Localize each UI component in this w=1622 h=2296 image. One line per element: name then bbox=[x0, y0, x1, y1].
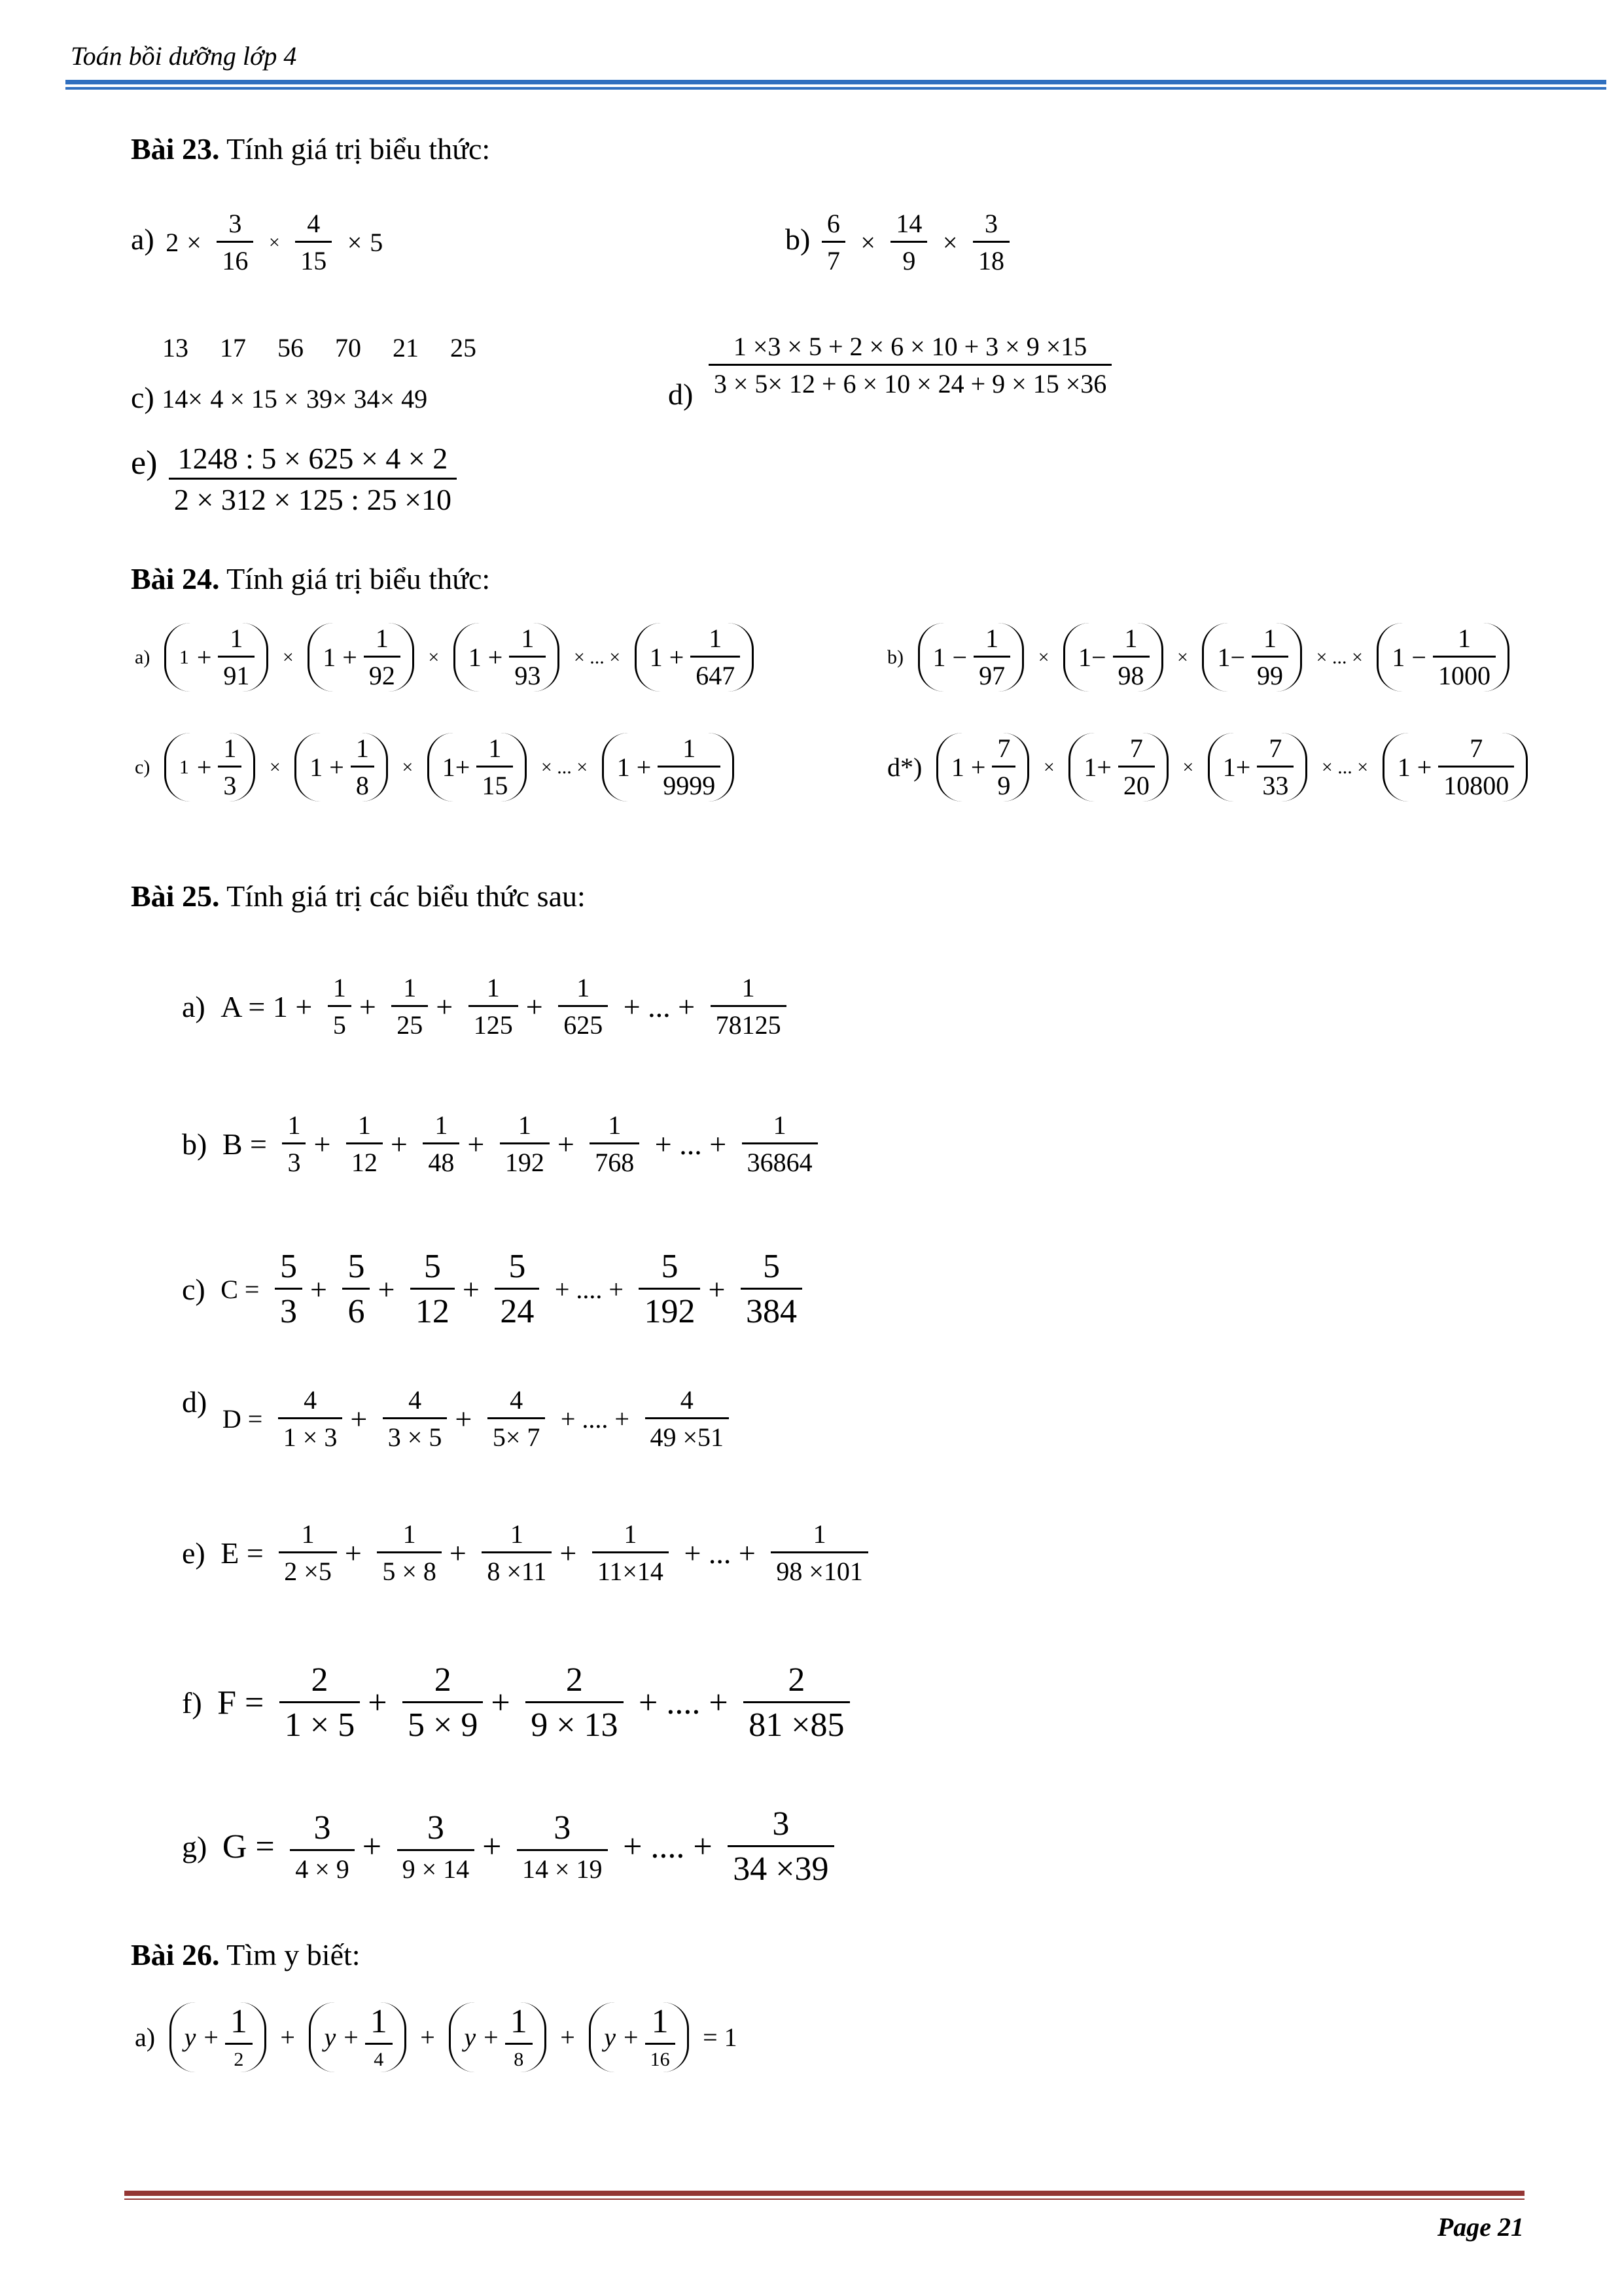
footer-rule-thin bbox=[124, 2199, 1525, 2200]
b23-e: e) $\frac{1248 : 5 \times 625 \times 4 \times 2}{2 \times 312 \times 125 : 25 \times 10}$ bbox=[131, 446, 461, 515]
b26-a: a) y + 1 2 + y + 1 4 + y + 1 8 + y + 1 16 = 1 bbox=[131, 2002, 741, 2072]
b26-title: Bài 26. Tìm y biết: bbox=[131, 1938, 361, 1971]
footer-rule bbox=[124, 2191, 1525, 2196]
b25-c: c) C = $\frac{5}{3}$ + $\frac{5}{6}$ + $\frac{5}{12}$ + $\frac{5}{24}$ + .... + $\frac{5}{192}$ + $\frac{5}{384}$ bbox=[178, 1250, 806, 1329]
header-rule bbox=[65, 80, 1606, 84]
b25-e: e) E = $\frac{1}{2 \times 5}$ + $\frac{1}{5 \times 8}$ + $\frac{1}{8 \times 11}$ + $\frac{1}{11\times 14}$ + ... + $\frac{1}{98 \times 101}$ bbox=[178, 1521, 872, 1585]
b23-c: c) 14× 4 × 15 × 39× 34× 49 bbox=[131, 381, 428, 414]
b25-b: b) B = $\frac{1}{3}$ + $\frac{1}{12}$ + $\frac{1}{48}$ + $\frac{1}{192}$ + $\frac{1}{768}$ + ... + $\frac{1}{36864}$ bbox=[178, 1112, 822, 1176]
b24-c: c) 1 + $\frac{1}{3}$ × 1 + $\frac{1}{8}$ × 1+ $\frac{1}{15}$ × ... × 1 + $\frac{1}{9999}$ bbox=[131, 733, 737, 802]
b24-title: Bài 24. Tính giá trị biểu thức: bbox=[131, 562, 491, 595]
header-title: Toán bồi dưỡng lớp 4 bbox=[71, 41, 297, 71]
b23-b: b) $\frac{6}{7}$ × $\frac{14}{9}$ × $\frac{3}{18}$ bbox=[785, 211, 1014, 274]
page-number: Page 21 bbox=[1437, 2212, 1524, 2242]
b25-d: d) D = $\frac{4}{1 \times 3}$ + $\frac{4}{3 \times 5}$ + $\frac{4}{5\times 7}$ + .... + $\frac{4}{49 \times 51}$ bbox=[178, 1387, 733, 1451]
b23-title: Bài 23. Tính giá trị biểu thức: bbox=[131, 132, 491, 166]
b23-a: a) 2 × $\frac{3}{16}$ × $\frac{4}{15}$ × 5 bbox=[131, 209, 383, 275]
b25-f: f) F = $\frac{2}{1 \times 5}$ + $\frac{2}{5 \times 9}$ + $\frac{2}{9 \times 13}$ + .... + $\frac{2}{81 \times 85}$ bbox=[178, 1663, 854, 1742]
b25-title: Bài 25. Tính giá trị các biểu thức sau: bbox=[131, 879, 586, 913]
b25-a: a) A = 1 + $\frac{1}{5}$ + $\frac{1}{25}$ + $\frac{1}{125}$ + $\frac{1}{625}$ + ... + $\frac{1}{78125}$ bbox=[178, 975, 790, 1038]
b24-b: b) 1 − $\frac{1}{97}$ × 1− $\frac{1}{98}$ × 1− $\frac{1}{99}$ × ... × 1 − $\frac{1}{1000}$ bbox=[883, 623, 1512, 692]
b23-d: d) $\frac{1 \times 3 \times 5 + 2 \times 6 \times 10 + 3 \times 9 \times 15}{3 \times 5\times 12 + 6 \times 10 \times 24 + 9 \times 15 \times 36}$ bbox=[664, 334, 1116, 410]
b24-a: a) 1 + $\frac{1}{91}$ × 1 + $\frac{1}{92}$ × 1 + $\frac{1}{93}$ × ... × 1 + $\frac{1}{647}$ bbox=[131, 623, 756, 692]
b24-d: d*) 1 + $\frac{7}{9}$ × 1+ $\frac{7}{20}$ × 1+ $\frac{7}{33}$ × ... × 1 + $\frac{7}{10800}$ bbox=[883, 733, 1530, 802]
header-rule-thin bbox=[65, 87, 1606, 90]
b25-g: g) G = 3 4 × 9 + 3 9 × 14 + 3 14 × 19 + .... + $\frac{3}{34 \times 39}$ bbox=[178, 1807, 838, 1886]
b23-c-numerators: 13 17 56 70 21 25 bbox=[162, 333, 476, 362]
